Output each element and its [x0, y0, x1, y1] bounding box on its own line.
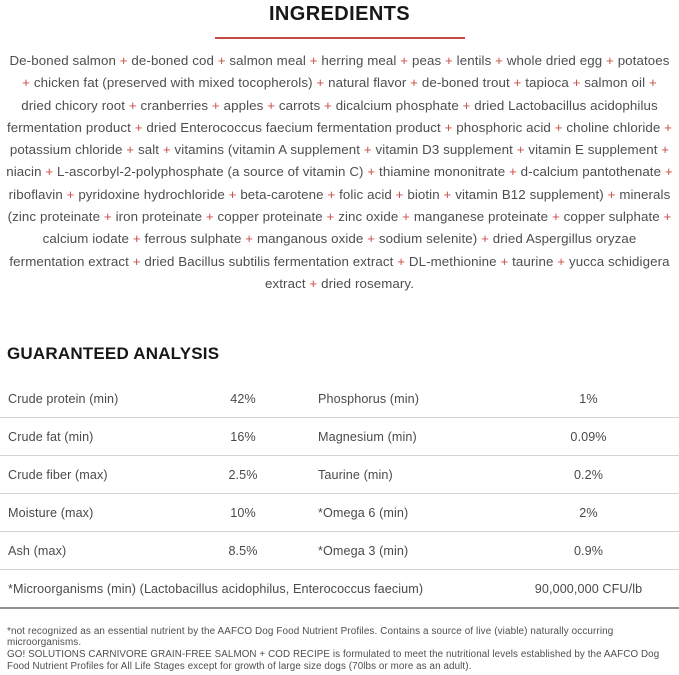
plus-separator: + [360, 142, 376, 158]
plus-separator: + [322, 209, 339, 225]
nutrient-value: 0.2% [573, 467, 604, 482]
plus-separator: + [661, 164, 673, 180]
plus-separator: + [553, 253, 569, 269]
plus-separator: + [406, 75, 422, 91]
plus-separator: + [323, 186, 340, 202]
plus-separator: + [305, 53, 322, 68]
plus-separator: + [550, 119, 567, 135]
ingredients-title: INGREDIENTS [268, 3, 411, 25]
plus-separator: + [657, 142, 670, 158]
table-row [0, 456, 679, 494]
table-row-microorganisms [0, 570, 679, 609]
plus-separator: + [305, 275, 322, 291]
plus-separator: + [458, 97, 475, 113]
plus-separator: + [496, 253, 513, 269]
plus-separator: + [224, 186, 241, 202]
plus-separator: + [659, 209, 672, 225]
plus-separator: + [440, 119, 457, 135]
plus-separator: + [512, 142, 529, 158]
plus-separator: + [603, 186, 620, 202]
asterisk-footnote: *not recognized as an essential nutrient by the AAFCO Dog Food Nutrient Profiles. Contains a source of live (viable) naturally occurring microorganisms. [7, 626, 614, 648]
plus-separator: + [125, 97, 141, 113]
plus-separator: + [263, 97, 279, 113]
nutrient-label: Crude protein (min) [8, 391, 119, 406]
nutrient-value: 0.09% [570, 429, 607, 444]
nutrient-label: Crude fiber (max) [8, 467, 108, 482]
ingredients-paragraph: De-boned salmon + de-boned cod + salmon meal + herring meal + peas + lentils + whole dried egg + potatoes + chicken fat (preserved with mixed tocopherols) + natural flavor + de-boned trout + tapioca + salmon oil + dried chicory root + cranberries + apples + carrots + dicalcium phosphate + dried Lactobacillus acidophilus fermentation product + dried Enterococcus faecium fermentation product + phosphoric acid + choline chloride + potassium chloride + salt + vitamins (vitamin A supplement + vitamin D3 supplement + vitamin E supplement + niacin + L-ascorbyl-2-polyphosphate (a source of vitamin C) + thiamine mononitrate + d-calcium pantothenate + riboflavin + pyridoxine hydrochloride + beta-carotene + folic acid + biotin + vitamin B12 supplement) + minerals (zinc proteinate + iron proteinate + copper proteinate + zinc oxide + manganese proteinate + copper sulphate + calcium iodate + ferrous sulphate + manganous oxide + sodium selenite) + dried Aspergillus oryzae fermentation extract + dried Bacillus subtilis fermentation extract + DL-methionine + taurine + yucca schidigera extract + dried rosemary. [6, 53, 673, 291]
plus-separator: + [62, 186, 79, 202]
plus-separator: + [505, 164, 521, 180]
plus-separator: + [241, 231, 257, 247]
plus-separator: + [312, 75, 329, 91]
plus-separator: + [645, 75, 657, 91]
nutrient-value: 1% [579, 391, 598, 406]
plus-separator: + [441, 53, 457, 68]
plus-separator: + [115, 53, 132, 68]
plus-separator: + [159, 142, 175, 158]
plus-separator: + [202, 209, 218, 225]
table-row [0, 380, 679, 418]
plus-separator: + [130, 119, 147, 135]
nutrient-value: 2% [579, 505, 598, 520]
plus-separator: + [122, 142, 138, 158]
plus-separator: + [208, 97, 224, 113]
nutrient-value: 10% [230, 505, 256, 520]
nutrient-value: 0.9% [573, 543, 604, 558]
nutrient-label: *Omega 6 (min) [318, 505, 409, 520]
table-row [0, 494, 679, 532]
nutrient-label: Phosphorus (min) [318, 391, 419, 406]
nutrient-label: Ash (max) [8, 543, 67, 558]
plus-separator: + [363, 164, 380, 180]
table-row [0, 418, 679, 456]
plus-separator: + [660, 119, 673, 135]
plus-separator: + [398, 209, 414, 225]
plus-separator: + [363, 231, 379, 247]
formulation-statement: GO! SOLUTIONS CARNIVORE GRAIN-FREE SALMON + COD RECIPE is formulated to meet the nutritional levels established by the AAFCO Dog Food Nutrient Profiles for All Life Stages except for growth of large size dogs (70lbs or more as an adult). [7, 649, 660, 672]
plus-separator: + [477, 231, 493, 247]
plus-separator: + [100, 209, 116, 225]
plus-separator: + [602, 53, 618, 68]
plus-separator: + [491, 53, 507, 68]
plus-separator: + [396, 53, 412, 68]
plus-separator: + [213, 53, 230, 68]
table-row [0, 532, 679, 570]
nutrient-value: 90,000,000 CFU/lb [534, 581, 643, 596]
plus-separator: + [128, 253, 145, 269]
nutrient-value: 16% [230, 429, 256, 444]
red-divider-rule [215, 37, 465, 39]
plus-separator: + [41, 164, 58, 180]
nutrient-label: Crude fat (min) [8, 429, 94, 444]
nutrient-value: 8.5% [228, 543, 258, 558]
plus-separator: + [393, 253, 409, 269]
nutrient-label: Magnesium (min) [318, 429, 417, 444]
plus-separator: + [509, 75, 526, 91]
nutrient-label: *Microorganisms (min) (Lactobacillus acidophilus, Enterococcus faecium) [8, 581, 424, 596]
plus-separator: + [320, 97, 336, 113]
plus-separator: + [548, 209, 564, 225]
plus-separator: + [22, 75, 34, 91]
nutrient-label: Taurine (min) [318, 467, 393, 482]
plus-separator: + [568, 75, 585, 91]
nutrient-label: *Omega 3 (min) [318, 543, 409, 558]
nutrient-value: 42% [230, 391, 256, 406]
plus-separator: + [439, 186, 456, 202]
nutrient-label: Moisture (max) [8, 505, 94, 520]
guaranteed-analysis-title: GUARANTEED ANALYSIS [7, 344, 220, 363]
plus-separator: + [391, 186, 408, 202]
plus-separator: + [129, 231, 145, 247]
guaranteed-analysis-table [0, 380, 679, 609]
nutrient-value: 2.5% [228, 467, 258, 482]
